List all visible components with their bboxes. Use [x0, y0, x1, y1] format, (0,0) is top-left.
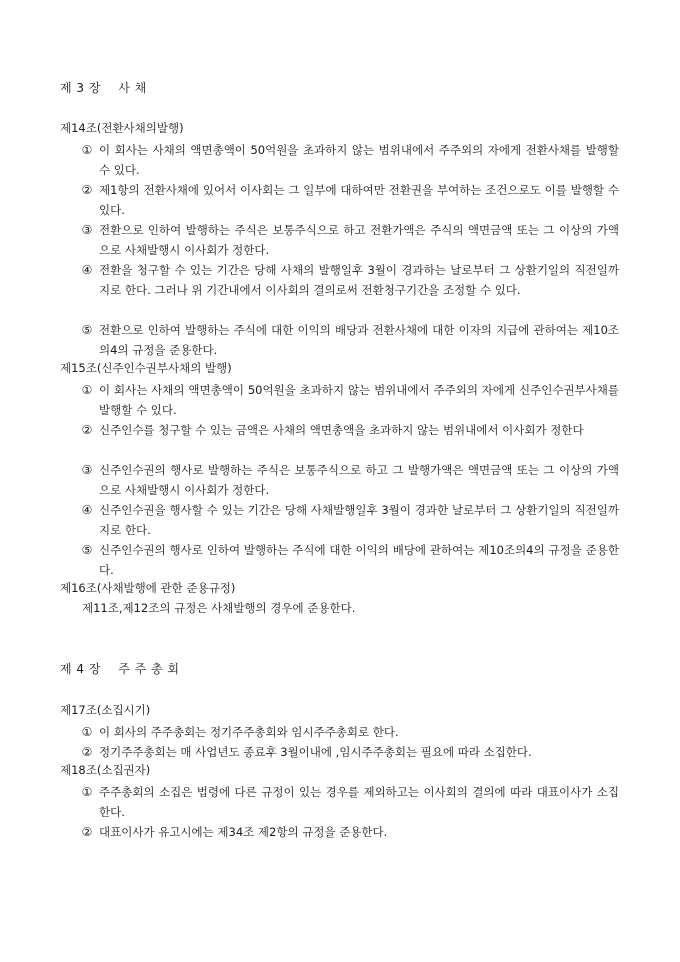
- item-number: ②: [81, 825, 93, 839]
- article-15-title: 제15조(신주인수권부사채의 발행): [60, 361, 232, 375]
- item-number: ⑤: [81, 543, 93, 557]
- item-text: 제1항의 전환사채에 있어서 이사회는 그 일부에 대하여만 전환권을 부여하는 조건으로도 이를 발행할 수 있다.: [99, 183, 619, 217]
- item-number: ④: [81, 263, 93, 277]
- item-number: ①: [81, 725, 93, 739]
- article-17-title: 제17조(소집시기): [60, 703, 151, 717]
- item-number: ③: [81, 463, 93, 477]
- item-number: ②: [81, 745, 93, 759]
- item-number: ①: [81, 785, 93, 799]
- item-text: 이 회사는 사채의 액면총액이 50억원을 초과하지 않는 범위내에서 주주외의 자에게 전환사채를 발행할 수 있다.: [99, 143, 619, 177]
- chapter-4-heading: 제 4 장 주 주 총 회: [60, 662, 180, 676]
- item-text: 이 회사는 사채의 액면총액이 50억원을 초과하지 않는 범위내에서 주주외의 자에게 신주인수권부사채를 발행할 수 있다.: [99, 383, 619, 417]
- item-number: ⑤: [81, 323, 93, 337]
- article-14-title: 제14조(전환사채의발행): [60, 121, 184, 135]
- item-number: ④: [81, 503, 93, 517]
- item-text: 신주인수권의 행사로 인하여 발행하는 주식에 대한 이익의 배당에 관하여는 제10조의4의 규정을 준용한다.: [99, 543, 619, 577]
- item-text: 주주총회의 소집은 법령에 다른 규정이 있는 경우를 제외하고는 이사회의 결의에 따라 대표이사가 소집한다.: [99, 785, 619, 819]
- item-number: ①: [81, 383, 93, 397]
- article-18-title: 제18조(소집권자): [60, 763, 151, 777]
- item-text: 신주인수권을 행사할 수 있는 기간은 당해 사채발행일후 3월이 경과한 날로부터 그 상환기일의 직전일까지로 한다.: [99, 503, 619, 537]
- article-16-title: 제16조(사채발행에 관한 준용규정): [60, 581, 236, 595]
- item-number: ②: [81, 183, 93, 197]
- item-text: 전환으로 인하여 발행하는 주식은 보통주식으로 하고 전환가액은 주식의 액면금액 또는 그 이상의 가액으로 사채발행시 이사회가 정한다.: [99, 223, 619, 257]
- article-16-body: 제11조,제12조의 규정은 사채발행의 경우에 준용한다.: [82, 601, 356, 615]
- chapter-3-heading: 제 3 장 사 채: [60, 81, 147, 95]
- item-text: 이 회사의 주주총회는 정기주주총회와 임시주주총회로 한다.: [99, 725, 399, 739]
- item-number: ①: [81, 143, 93, 157]
- item-text: 신주인수를 청구할 수 있는 금액은 사채의 액면총액을 초과하지 않는 범위내에서 이사회가 정한다: [99, 423, 584, 437]
- item-text: 전환을 청구할 수 있는 기간은 당해 사채의 발행일후 3월이 경과하는 날로부터 그 상환기일의 직전일까지로 한다. 그러나 위 기간내에서 이사회의 결의로써 전환청구기간을 조정할 수 있다.: [99, 263, 619, 297]
- item-text: 신주인수권의 행사로 발행하는 주식은 보통주식으로 하고 그 발행가액은 액면금액 또는 그 이상의 가액으로 사채발행시 이사회가 정한다.: [99, 463, 619, 497]
- item-number: ③: [81, 223, 93, 237]
- item-text: 정기주주총회는 매 사업년도 종료후 3월이내에 ,임시주주총회는 필요에 따라 소집한다.: [99, 745, 532, 759]
- item-text: 대표이사가 유고시에는 제34조 제2항의 규정을 준용한다.: [99, 825, 388, 839]
- item-text: 전환으로 인하여 발행하는 주식에 대한 이익의 배당과 전환사채에 대한 이자의 지급에 관하여는 제10조의4의 규정을 준용한다.: [99, 323, 619, 357]
- item-number: ②: [81, 423, 93, 437]
